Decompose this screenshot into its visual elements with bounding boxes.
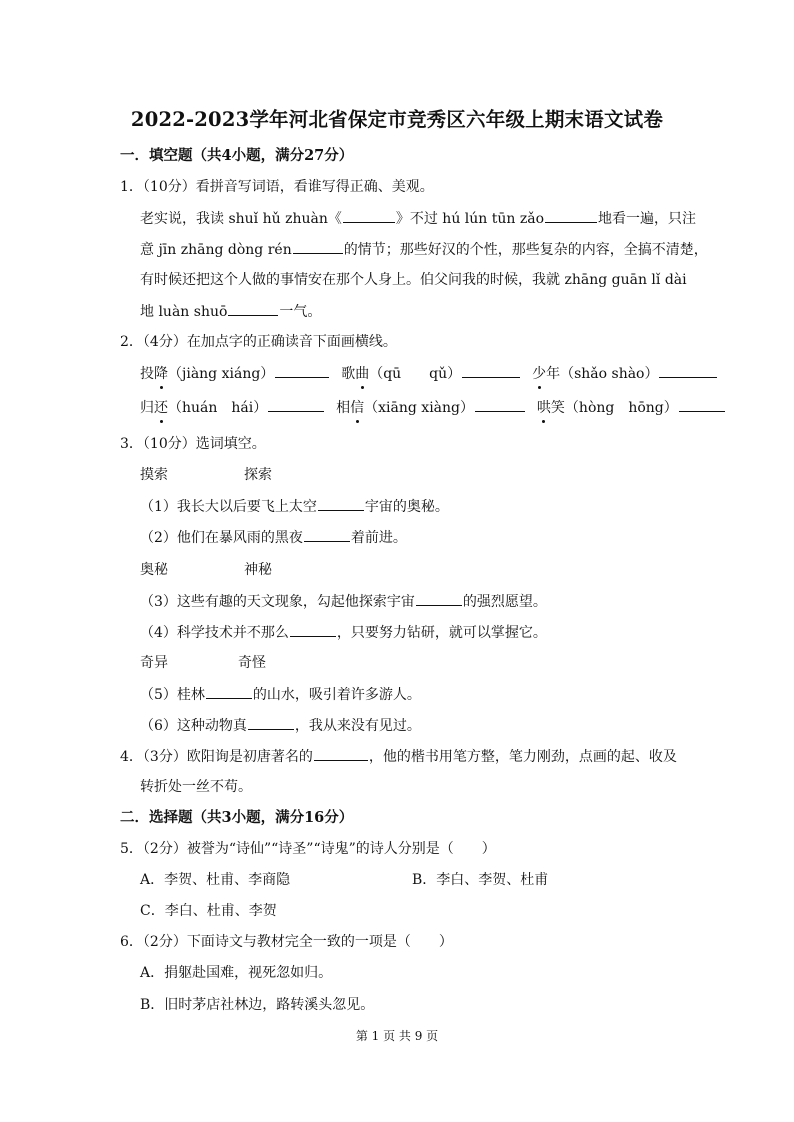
answer-blank[interactable] bbox=[228, 301, 278, 316]
q4-line-1: 4．（3分）欧阳询是初唐著名的 ，他的楷书用笔方整，笔力刚劲，点画的起、收及 bbox=[120, 746, 677, 767]
q3-sentence-5: （5）桂林 的山水，吸引着许多游人。 bbox=[140, 684, 421, 705]
q2-item: 歌曲（qū qǔ） bbox=[341, 366, 462, 382]
answer-blank[interactable] bbox=[293, 239, 343, 254]
q1-text: 的情节；那些好汉的个性，那些复杂的内容，全搞不清楚， bbox=[343, 242, 708, 258]
q5-option-c[interactable]: C．李白、杜甫、李贺 bbox=[140, 903, 277, 919]
answer-blank[interactable] bbox=[268, 397, 324, 412]
answer-blank[interactable] bbox=[679, 397, 725, 412]
answer-blank[interactable] bbox=[290, 622, 336, 637]
word-option: 探索 bbox=[244, 467, 272, 483]
q5-stem: 5．（2分）被誉为“诗仙”“诗圣”“诗鬼”的诗人分别是（ ） bbox=[120, 841, 496, 857]
q1-text: 地看一遍，只注 bbox=[598, 211, 697, 227]
q1-line-1 bbox=[140, 208, 696, 229]
q1-stem: 1．（10分）看拼音写词语，看谁写得正确、美观。 bbox=[120, 179, 434, 195]
q4-line-2: 转折处一丝不苟。 bbox=[140, 779, 252, 795]
q2-item: 少年（shǎo shào） bbox=[532, 366, 659, 382]
section-2-header: 二．选择题（共3小题，满分16分） bbox=[120, 809, 354, 826]
answer-blank[interactable] bbox=[304, 527, 350, 542]
q2-item: 相信（xiāng xiàng） bbox=[336, 400, 475, 416]
q2-item: 归还（huán hái） bbox=[140, 400, 268, 416]
q1-text: 地 luàn shuō bbox=[140, 304, 228, 320]
q1-text: 》不过 hú lún tūn zǎo bbox=[395, 211, 545, 227]
answer-blank[interactable] bbox=[343, 208, 395, 223]
q3-sentence-3: （3）这些有趣的天文现象，勾起他探索宇宙 的强烈愿望。 bbox=[140, 591, 547, 612]
q2-row-1 bbox=[140, 363, 718, 384]
q6-stem: 6．（2分）下面诗文与教材完全一致的一项是（ ） bbox=[120, 934, 453, 950]
q2-item: 哄笑（hòng hōng） bbox=[536, 400, 678, 416]
word-option: 奥秘 bbox=[140, 562, 168, 578]
q2-row-2 bbox=[140, 397, 726, 418]
q1-line-4 bbox=[140, 301, 321, 322]
q1-text: 一气。 bbox=[279, 304, 322, 320]
answer-blank[interactable] bbox=[545, 208, 597, 223]
word-option: 奇异 bbox=[140, 655, 168, 671]
q2-item: 投降（jiàng xiáng） bbox=[140, 366, 275, 382]
q5-option-a[interactable]: A．李贺、杜甫、李商隐 bbox=[140, 872, 291, 888]
q3-word-choices bbox=[140, 560, 272, 580]
q3-sentence-2: （2）他们在暴风雨的黑夜 着前进。 bbox=[140, 527, 407, 548]
q1-text: 老实说，我读 shuǐ hǔ zhuàn《 bbox=[140, 211, 342, 227]
q3-sentence-4: （4）科学技术并不那么 ，只要努力钻研，就可以掌握它。 bbox=[140, 622, 547, 643]
answer-blank[interactable] bbox=[318, 496, 364, 511]
q6-option-a[interactable]: A．捐躯赴国难，视死忽如归。 bbox=[140, 965, 333, 981]
word-option: 神秘 bbox=[244, 562, 272, 578]
answer-blank[interactable] bbox=[314, 746, 368, 761]
answer-blank[interactable] bbox=[248, 715, 294, 730]
answer-blank[interactable] bbox=[275, 363, 329, 378]
q3-word-choices bbox=[140, 465, 272, 485]
q3-sentence-1: （1）我长大以后要飞上太空 宇宙的奥秘。 bbox=[140, 496, 449, 517]
q3-stem: 3．（10分）选词填空。 bbox=[120, 436, 266, 452]
answer-blank[interactable] bbox=[659, 363, 717, 378]
q6-option-b[interactable]: B．旧时茅店社林边，路转溪头忽见。 bbox=[140, 997, 375, 1013]
q2-stem: 2．（4分）在加点字的正确读音下面画横线。 bbox=[120, 334, 397, 350]
answer-blank[interactable] bbox=[206, 684, 252, 699]
answer-blank[interactable] bbox=[475, 397, 525, 412]
q1-text: 意 jīn zhāng dòng rén bbox=[140, 242, 292, 258]
section-1-header: 一．填空题（共4小题，满分27分） bbox=[120, 147, 354, 164]
q1-line-3: 有时候还把这个人做的事情安在那个人身上。伯父问我的时候，我就 zhāng guān lǐ dài bbox=[140, 272, 687, 288]
word-option: 奇怪 bbox=[238, 655, 266, 671]
answer-blank[interactable] bbox=[462, 363, 520, 378]
q5-option-b[interactable]: B．李白、李贺、杜甫 bbox=[412, 872, 549, 888]
answer-blank[interactable] bbox=[416, 591, 462, 606]
word-option: 摸索 bbox=[140, 467, 168, 483]
q1-line-2 bbox=[140, 239, 708, 260]
q3-word-choices bbox=[140, 653, 266, 673]
q3-sentence-6: （6）这种动物真 ，我从来没有见过。 bbox=[140, 715, 421, 736]
page-title: 2022-2023学年河北省保定市竞秀区六年级上期末语文试卷 bbox=[130, 108, 664, 131]
page-number-footer: 第 1 页 共 9 页 bbox=[355, 1029, 439, 1043]
